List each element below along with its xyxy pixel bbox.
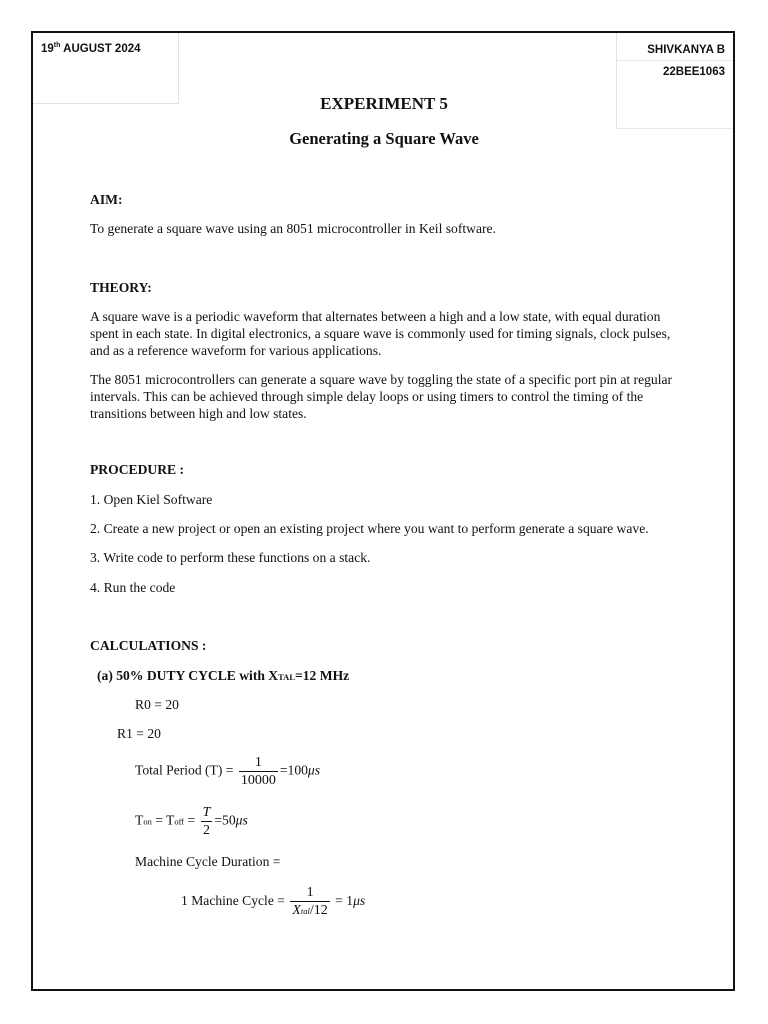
theory-heading: THEORY: <box>90 280 152 295</box>
r0-value: R0 = 20 <box>135 697 179 712</box>
experiment-title: EXPERIMENT 5 <box>320 94 448 113</box>
total-period-fraction: $\frac{1}{10000}$ <box>240 755 276 788</box>
procedure-step: 3. Write code to perform these functions on a stack. <box>90 550 371 565</box>
procedure-step: 2. Create a new project or open an existing project where you want to perform generate a square wave. <box>90 521 649 536</box>
theory-paragraph-1: A square wave is a periodic waveform that alternates between a high and a low state, with equal duration spent in each state. In digital electronics, a square wave is commonly used for timing signals, clock pulses, and as a reference waveform for various applications. <box>90 309 671 358</box>
machine-cycle-fraction: $\frac{1}{\text{Xtal/12}}$ <box>292 885 328 918</box>
ton-toff-equation: Ton = Toff = $\frac{T}{2}$ =50μs <box>135 805 248 838</box>
procedure-step: 1. Open Kiel Software <box>90 492 213 507</box>
header-date: 19th AUGUST 2024 <box>41 42 141 55</box>
calculations-heading: CALCULATIONS : <box>90 638 207 653</box>
part-a-heading: (a) 50% DUTY CYCLE with XTAL=12 MHz <box>97 668 350 683</box>
aim-text: To generate a square wave using an 8051 microcontroller in Keil software. <box>90 221 496 236</box>
page-border <box>31 31 735 991</box>
aim-heading: AIM: <box>90 192 123 207</box>
procedure-heading: PROCEDURE : <box>90 462 185 477</box>
experiment-subtitle: Generating a Square Wave <box>289 129 479 148</box>
procedure-step: 4. Run the code <box>90 580 176 595</box>
header-roll-number: 22BEE1063 <box>662 66 725 78</box>
header-name: SHIVKANYA B <box>647 44 725 56</box>
r1-value: R1 = 20 <box>117 726 161 741</box>
header-divider <box>616 60 733 61</box>
machine-cycle-duration: Machine Cycle Duration = <box>135 854 281 869</box>
total-period-equation: Total Period (T) = $\frac{1}{10000}$ =100μs <box>135 755 321 788</box>
ton-fraction: $\frac{T}{2}$ <box>202 805 211 838</box>
one-machine-cycle-equation: 1 Machine Cycle = $\frac{1}{\text{Xtal/12}}$ = 1μs <box>181 885 366 918</box>
theory-paragraph-2: The 8051 microcontrollers can generate a square wave by toggling the state of a specific port pin at regular intervals. This can be achieved through simple delay loops or using timers to control the timing of the transitions between high and low states. <box>90 372 673 421</box>
